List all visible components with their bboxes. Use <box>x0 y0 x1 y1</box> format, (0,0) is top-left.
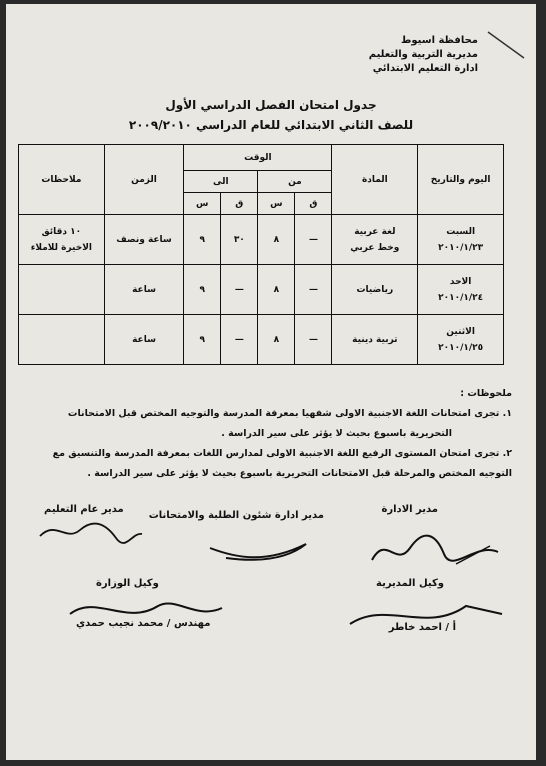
header-to-q: ق <box>221 193 258 215</box>
note-number: ٢. <box>502 448 512 459</box>
header-from-q: ق <box>295 193 332 215</box>
row-duration: ساعة <box>104 265 183 315</box>
letterhead <box>369 34 478 76</box>
table-row <box>19 265 504 315</box>
note-item-1 <box>26 404 512 424</box>
notes-section <box>26 384 512 484</box>
row-subject: لغة عربية <box>354 226 396 237</box>
handwritten-signature-icon <box>366 524 506 574</box>
row-duration: ساعة <box>104 315 183 365</box>
row-to-q: ٣٠ <box>221 215 258 265</box>
note-text: تجرى امتحانات اللغة الاجنبية الاولى شفهيا بمعرفة المدرسة والتوجيه المختص قبل الامتحانات <box>67 408 500 419</box>
row-from-s: ٨ <box>258 315 295 365</box>
row-day: الاحد <box>449 276 472 287</box>
row-from-q: — <box>295 215 332 265</box>
row-from-q: — <box>295 265 332 315</box>
row-to-s: ٩ <box>184 315 221 365</box>
note-text-continued: التوجيه المختص والمرحلة قبل الامتحانات التحريرية باسبوع بحيث لا يؤثر على سير الدراسة . <box>87 468 512 479</box>
header-to-s: س <box>184 193 221 215</box>
handwritten-signature-icon <box>206 528 326 568</box>
notes-heading: ملحوظات : <box>460 388 512 399</box>
signature-title-affairs-director: مدير ادارة شئون الطلبة والامتحانات <box>148 510 324 521</box>
row-duration: ساعة ونصف <box>104 215 183 265</box>
signature-title-admin-director: مدير الادارة <box>381 504 438 515</box>
row-from-q: — <box>295 315 332 365</box>
signature-title-general-director: مدير عام التعليم <box>44 504 124 515</box>
row-to-q: — <box>221 315 258 365</box>
signature-title-deputy-ministry: وكيل الوزارة <box>96 578 159 589</box>
row-to-s: ٩ <box>184 215 221 265</box>
page-title: جدول امتحان الفصل الدراسي الأول <box>165 98 377 112</box>
pen-stroke-icon <box>486 24 526 64</box>
page-subtitle: للصف الثاني الابتدائي للعام الدراسي ٢٠٠٩/٢٠١٠ <box>128 118 414 132</box>
signatory-name-directorate: أ / احمد خاطر <box>388 622 456 633</box>
note-text-continued: التحريرية باسبوع بحيث لا يؤثر على سير الدراسة . <box>221 428 452 439</box>
row-date: ٢٠١٠/١/٢٤ <box>438 292 484 303</box>
row-subject: تربية دينية <box>332 315 418 365</box>
header-duration: الزمن <box>104 145 183 215</box>
note-text: تجرى امتحان المستوى الرفيع اللغة الاجنبية الاولى لمدارس اللغات بمعرفة المدرسة والتنسيق مع <box>52 448 500 459</box>
governorate-line: محافظة اسيوط <box>401 35 478 46</box>
row-day: السبت <box>446 226 476 237</box>
administration-line: ادارة التعليم الابتدائي <box>372 63 478 74</box>
header-to: الى <box>184 171 258 193</box>
exam-table <box>18 144 504 365</box>
note-number: ١. <box>502 408 512 419</box>
note-item-2 <box>26 444 512 464</box>
header-notes: ملاحظات <box>19 145 105 215</box>
row-note <box>19 315 105 365</box>
row-note-extra: الاخيرة للاملاء <box>30 242 93 253</box>
row-to-q: — <box>221 265 258 315</box>
table-row <box>19 215 504 265</box>
document-page <box>6 4 536 760</box>
header-subject: المادة <box>332 145 418 215</box>
signature-title-deputy-directorate: وكيل المديرية <box>376 578 444 589</box>
header-day-date: اليوم والتاريخ <box>418 145 504 215</box>
corner-mark <box>486 24 526 68</box>
row-from-s: ٨ <box>258 215 295 265</box>
row-subject-extra: وخط عربي <box>350 242 400 253</box>
table-row <box>19 315 504 365</box>
row-from-s: ٨ <box>258 265 295 315</box>
row-note <box>19 265 105 315</box>
row-subject: رياضيات <box>332 265 418 315</box>
header-from-s: س <box>258 193 295 215</box>
row-date: ٢٠١٠/١/٢٣ <box>438 242 484 253</box>
header-time: الوقت <box>184 145 332 171</box>
row-to-s: ٩ <box>184 265 221 315</box>
signatory-name-ministry: مهندس / محمد نجيب حمدي <box>76 618 211 629</box>
handwritten-signature-icon <box>36 514 146 548</box>
row-date: ٢٠١٠/١/٢٥ <box>438 342 484 353</box>
directorate-line: مديرية التربية والتعليم <box>368 49 478 60</box>
row-day: الاثنين <box>446 326 475 337</box>
row-note: ١٠ دقائق <box>41 226 82 237</box>
header-from: من <box>258 171 332 193</box>
